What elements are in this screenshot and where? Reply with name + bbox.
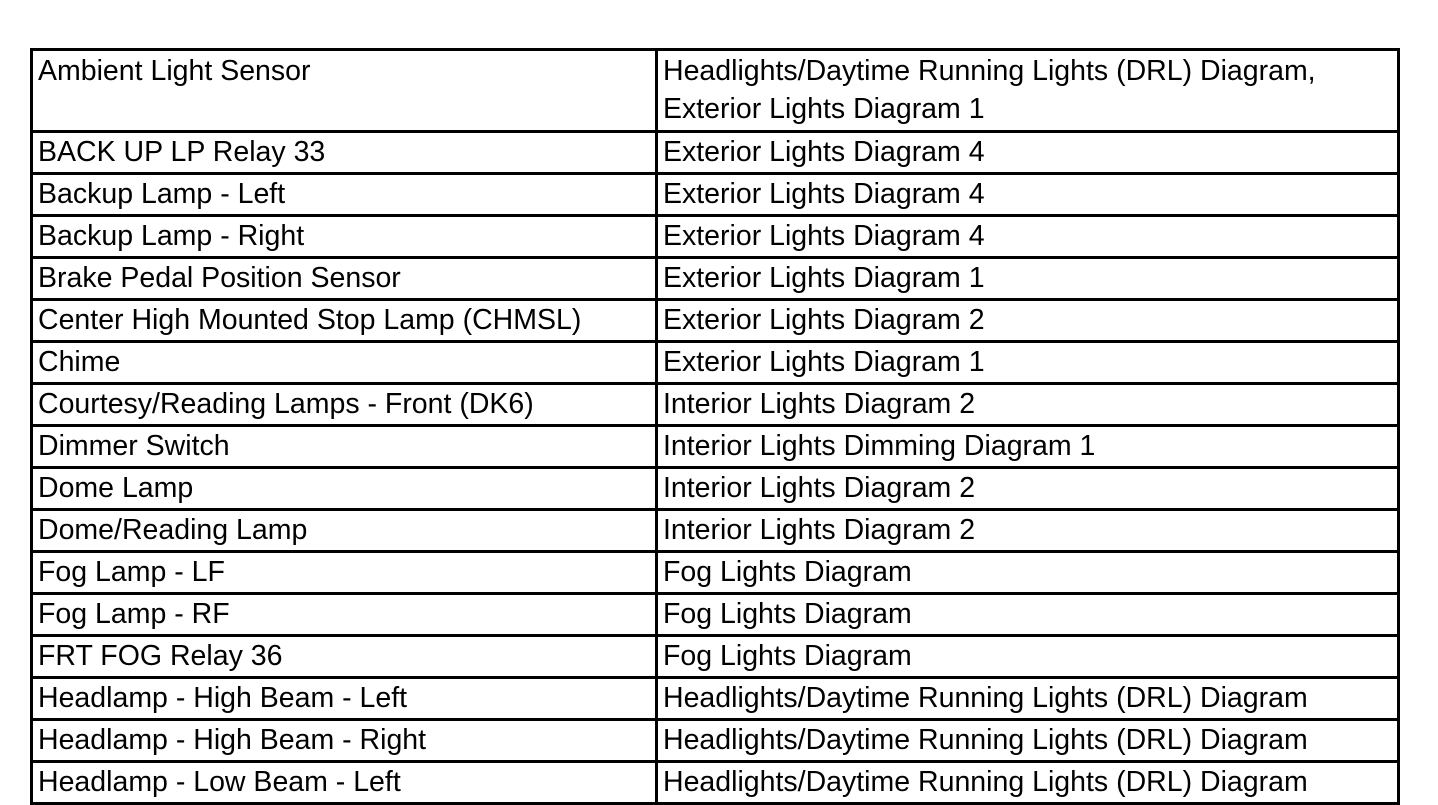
table-row — [32, 552, 1399, 594]
diagram-cell: Exterior Lights Diagram 4 — [657, 174, 1399, 216]
diagram-cell: Exterior Lights Diagram 2 — [657, 300, 1399, 342]
component-cell: Fog Lamp - RF — [32, 594, 657, 636]
diagram-cell: Interior Lights Diagram 2 — [657, 384, 1399, 426]
component-cell: Headlamp - Low Beam - Left — [32, 762, 657, 804]
component-cell: FRT FOG Relay 36 — [32, 636, 657, 678]
table-row — [32, 216, 1399, 258]
component-cell: Dome/Reading Lamp — [32, 510, 657, 552]
diagram-cell: Headlights/Daytime Running Lights (DRL) Diagram — [657, 762, 1399, 804]
diagram-cell: Fog Lights Diagram — [657, 552, 1399, 594]
diagram-cell: Interior Lights Dimming Diagram 1 — [657, 426, 1399, 468]
component-cell: Ambient Light Sensor — [32, 50, 657, 132]
component-cell: Center High Mounted Stop Lamp (CHMSL) — [32, 300, 657, 342]
table-row — [32, 258, 1399, 300]
diagram-cell: Headlights/Daytime Running Lights (DRL) Diagram, Exterior Lights Diagram 1 — [657, 50, 1399, 132]
diagram-cell: Headlights/Daytime Running Lights (DRL) Diagram — [657, 678, 1399, 720]
component-cell: Brake Pedal Position Sensor — [32, 258, 657, 300]
component-cell: Headlamp - High Beam - Right — [32, 720, 657, 762]
diagram-cell: Interior Lights Diagram 2 — [657, 510, 1399, 552]
diagram-cell: Exterior Lights Diagram 1 — [657, 258, 1399, 300]
component-cell: Chime — [32, 342, 657, 384]
component-cell: BACK UP LP Relay 33 — [32, 132, 657, 174]
component-cell: Fog Lamp - LF — [32, 552, 657, 594]
component-cell: Headlamp - High Beam - Left — [32, 678, 657, 720]
diagram-cell: Fog Lights Diagram — [657, 636, 1399, 678]
table-row — [32, 594, 1399, 636]
diagram-cell: Headlights/Daytime Running Lights (DRL) Diagram — [657, 720, 1399, 762]
table-row — [32, 678, 1399, 720]
component-cell: Dome Lamp — [32, 468, 657, 510]
table-row — [32, 510, 1399, 552]
table-row — [32, 50, 1399, 132]
table-row — [32, 174, 1399, 216]
diagram-cell: Fog Lights Diagram — [657, 594, 1399, 636]
table-row — [32, 384, 1399, 426]
diagram-cell: Exterior Lights Diagram 1 — [657, 342, 1399, 384]
component-cell: Courtesy/Reading Lamps - Front (DK6) — [32, 384, 657, 426]
component-cell: Dimmer Switch — [32, 426, 657, 468]
component-cell: Backup Lamp - Right — [32, 216, 657, 258]
table-row — [32, 342, 1399, 384]
diagram-cell: Exterior Lights Diagram 4 — [657, 132, 1399, 174]
table-row — [32, 132, 1399, 174]
diagram-cell: Exterior Lights Diagram 4 — [657, 216, 1399, 258]
table-row — [32, 300, 1399, 342]
table-row — [32, 762, 1399, 804]
table-row — [32, 468, 1399, 510]
component-cell: Backup Lamp - Left — [32, 174, 657, 216]
component-diagram-table — [30, 48, 1400, 805]
table-row — [32, 426, 1399, 468]
table-row — [32, 636, 1399, 678]
table-row — [32, 720, 1399, 762]
diagram-cell: Interior Lights Diagram 2 — [657, 468, 1399, 510]
